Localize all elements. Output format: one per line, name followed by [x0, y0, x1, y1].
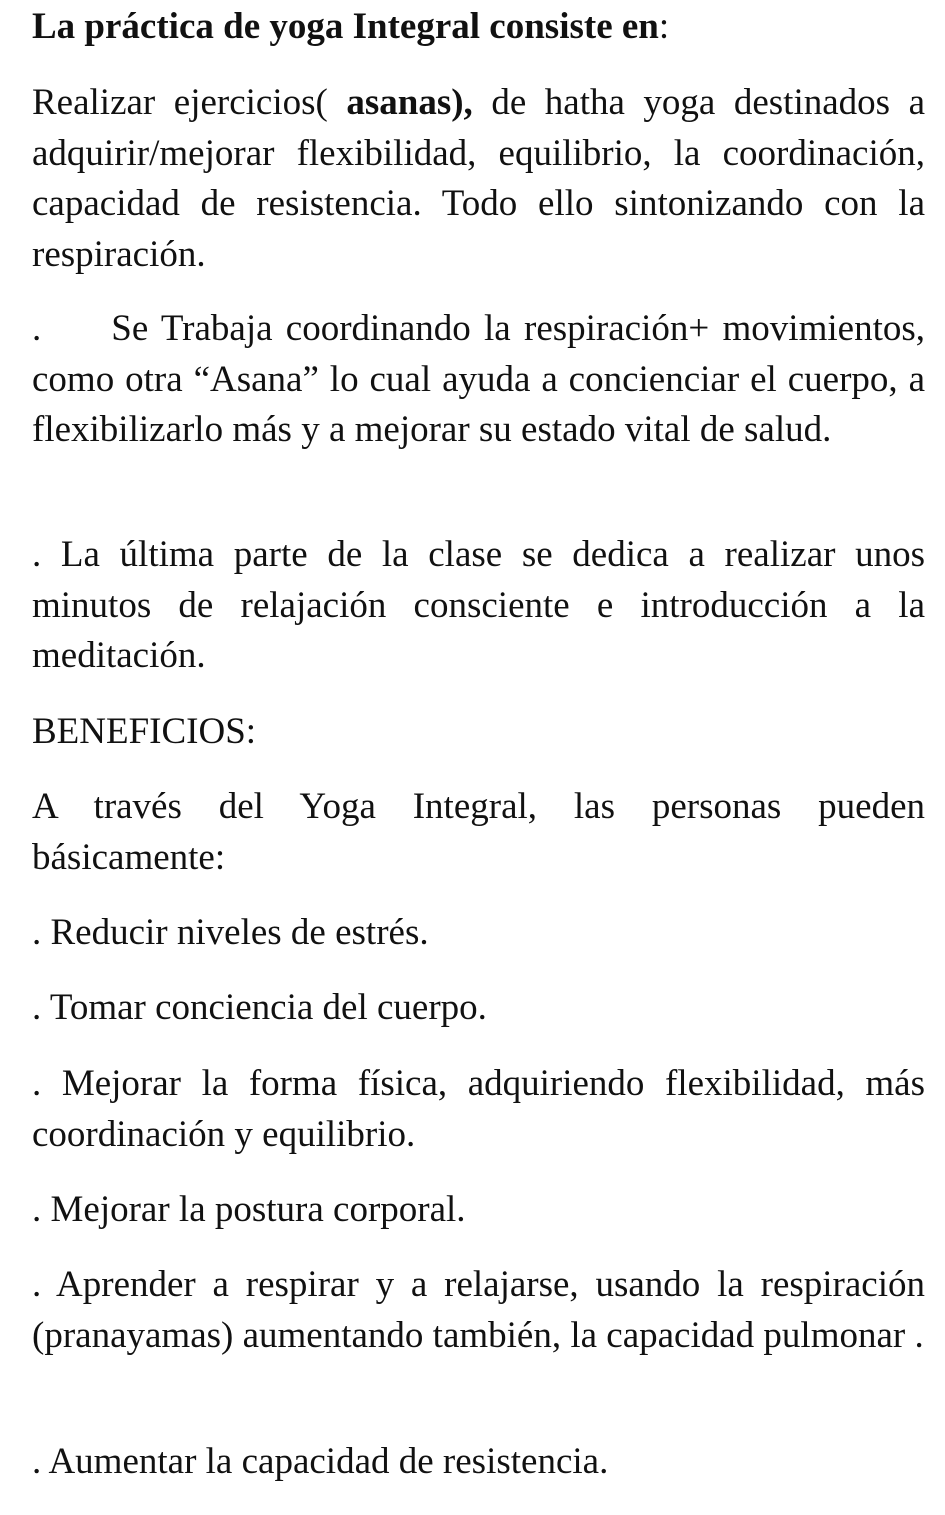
benefit-item: . Reducir niveles de estrés.: [32, 912, 429, 953]
paragraph-practice-pre: Realizar ejercicios(: [32, 82, 347, 123]
benefit-item: . Mejorar la forma física, adquiriendo flexibilidad, más coordinación y equilibrio.: [32, 1063, 925, 1155]
document-heading: [32, 2, 669, 53]
heading-bold-text: La práctica de yoga Integral consiste en: [32, 6, 659, 47]
benefit-item: . Tomar conciencia del cuerpo.: [32, 987, 487, 1028]
benefit-item: . Aprender a respirar y a relajarse, usando la respiración (pranayamas) aumentando también, la capacidad pulmonar .: [32, 1264, 925, 1356]
paragraph-practice: [32, 78, 925, 280]
paragraph-practice-post: de hatha yoga destinados a adquirir/mejorar flexibilidad, equilibrio, la coordinación, capacidad de resistencia. Todo ello sintonizando con la respiración.: [32, 82, 925, 275]
beneficios-title: BENEFICIOS:: [32, 711, 257, 752]
heading-colon: :: [658, 6, 670, 47]
paragraph-practice-bold: asanas),: [346, 82, 473, 123]
paragraph-coordination-text: Se Trabaja coordinando la respiración+ movimientos, como otra “Asana” lo cual ayuda a concienciar el cuerpo, a flexibilizarlo más y a mejorar su estado vital de salud.: [32, 308, 925, 450]
paragraph-relaxation: . La última parte de la clase se dedica a realizar unos minutos de relajación consciente e introducción a la meditación.: [32, 534, 925, 676]
benefit-item: . Mejorar la postura corporal.: [32, 1189, 466, 1230]
benefit-item: . Aumentar la capacidad de resistencia.: [32, 1441, 609, 1482]
paragraph-intro-benefits: A través del Yoga Integral, las personas pueden básicamente:: [32, 786, 925, 878]
paragraph-coordination: [32, 304, 925, 456]
paragraph-coordination-bullet: .: [32, 308, 42, 349]
